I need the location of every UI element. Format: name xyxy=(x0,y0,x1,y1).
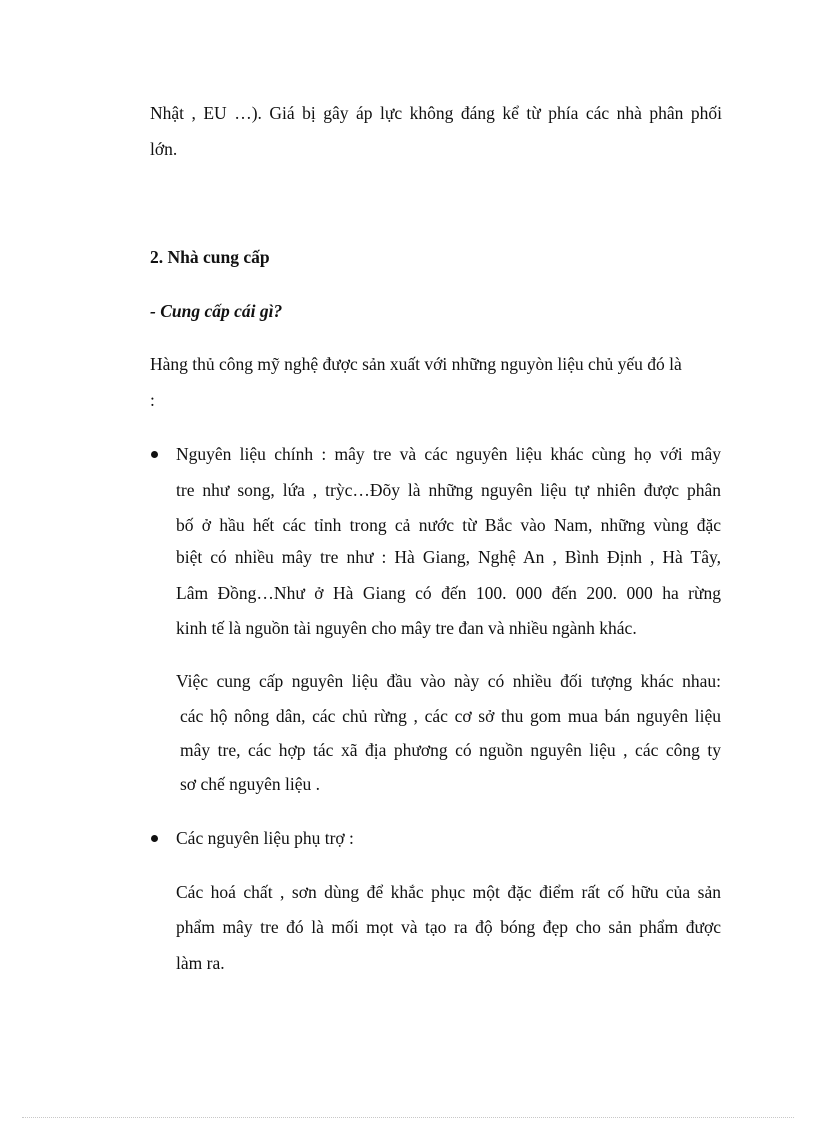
bullet-1-line: bố ở hầu hết các tỉnh trong cả nước từ Bắc vào Nam, những vùng đặc xyxy=(176,515,721,535)
bullet-1-line: Nguyên liệu chính : mây tre và các nguyên liệu khác cùng họ với mây xyxy=(176,444,721,464)
bullet-2-para-line: làm ra. xyxy=(176,953,225,973)
bullet-2-para-line: Các hoá chất , sơn dùng để khắc phục một đặc điểm rất cố hữu của sản xyxy=(176,882,721,902)
page-bottom-rule xyxy=(22,1117,794,1118)
bullet-1-dot xyxy=(151,451,158,458)
section-heading: 2. Nhà cung cấp xyxy=(150,247,270,267)
intro-line-1: Nhật , EU …). Giá bị gây áp lực không đáng kể từ phía các nhà phân phối xyxy=(150,103,722,123)
bullet-2-dot xyxy=(151,835,158,842)
bullet-1-para-line: các hộ nông dân, các chủ rừng , các cơ sở thu gom mua bán nguyên liệu xyxy=(180,706,721,726)
bullet-2-para-line: phẩm mây tre đó là mối mọt và tạo ra độ bóng đẹp cho sản phẩm được xyxy=(176,917,721,937)
bullet-1-line: biệt có nhiều mây tre như : Hà Giang, Nghệ An , Bình Định , Hà Tây, xyxy=(176,547,721,567)
bullet-1-line: Lâm Đồng…Như ở Hà Giang có đến 100. 000 đến 200. 000 ha rừng xyxy=(176,583,721,603)
section-intro-line-2: : xyxy=(150,390,155,410)
section-intro-line-1: Hàng thủ công mỹ nghệ được sản xuất với những nguyòn liệu chủ yếu đó là xyxy=(150,354,682,374)
bullet-1-para-line: Việc cung cấp nguyên liệu đầu vào này có nhiều đối tượng khác nhau: xyxy=(176,671,721,691)
intro-line-2: lớn. xyxy=(150,139,178,159)
bullet-2-label: Các nguyên liệu phụ trợ : xyxy=(176,828,354,848)
bullet-1-para-line: mây tre, các hợp tác xã địa phương có nguồn nguyên liệu , các công ty xyxy=(180,740,721,760)
section-subheading: - Cung cấp cái gì? xyxy=(150,301,283,321)
bullet-1-para-line: sơ chế nguyên liệu . xyxy=(180,774,320,794)
bullet-1-line: tre như song, lứa , trỳc…Đõy là những nguyên liệu tự nhiên được phân xyxy=(176,480,721,500)
bullet-1-line: kinh tế là nguồn tài nguyên cho mây tre đan và nhiều ngành khác. xyxy=(176,618,637,638)
